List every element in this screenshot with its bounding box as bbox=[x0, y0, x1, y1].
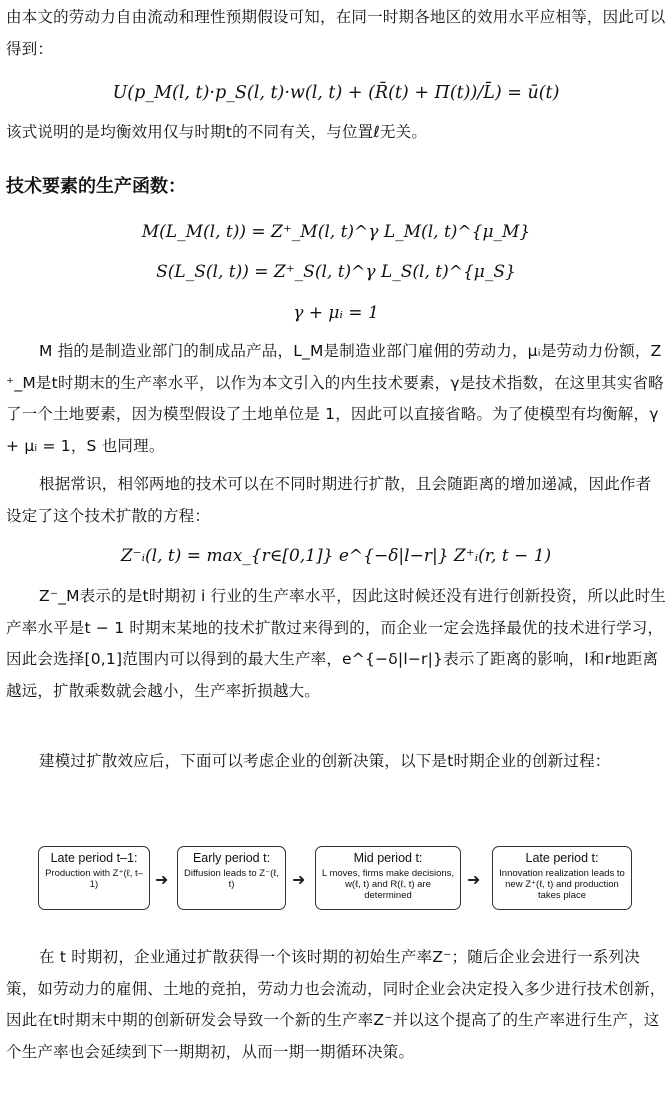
production-equation-s: S(L_S(l, t)) = Z⁺_S(l, t)^γ L_S(l, t)^{μ_S} bbox=[156, 262, 516, 282]
arrow-right-icon: ➜ bbox=[467, 870, 481, 889]
production-equation-m: M(L_M(l, t)) = Z⁺_M(l, t)^γ L_M(l, t)^{μ_M} bbox=[141, 222, 531, 242]
flow-step-body: Diffusion leads to Z⁻(ℓ, t) bbox=[183, 868, 280, 890]
innovation-explanation: 在 t 时期初，企业通过扩散获得一个该时期的初始生产率Z⁻；随后企业会进行一系列决策，如劳动力的雇佣、土地的竞拍，劳动力也会流动，同时企业会决定投入多少进行技术创新，因此在t时期末中期的创新研发会导致一个新的生产率Z⁻并以这个提高了的生产率进行生产，这个生产率也会延续到下一期期初，从而一期一期循环决策。 bbox=[6, 948, 666, 1061]
flow-step-body: Production with Z⁺(ℓ, t–1) bbox=[45, 868, 143, 890]
intro-paragraph: 由本文的劳动力自由流动和理性预期假设可知，在同一时期各地区的效用水平应相等，因此可以得到： bbox=[6, 8, 666, 58]
flow-step-body: L moves, firms make decisions, w(ℓ, t) and R(ℓ, t) are determined bbox=[321, 868, 455, 901]
flow-step-body: Innovation realization leads to new Z⁺(ℓ, t) and production takes place bbox=[499, 868, 625, 901]
arrow-right-icon: ➜ bbox=[155, 870, 169, 889]
utility-equation: U(p_M(l, t)·p_S(l, t)·w(l, t) + (R̄(t) + Π(t))/L̄) = ū(t) bbox=[112, 83, 560, 103]
utility-explanation: 该式说明的是均衡效用仅与时期t的不同有关，与位置ℓ无关。 bbox=[6, 123, 428, 141]
flow-step-title: Late period t–1: bbox=[50, 851, 138, 865]
flow-step-early bbox=[177, 846, 286, 910]
section-heading: 技术要素的生产函数： bbox=[6, 176, 186, 197]
flow-step-title: Early period t: bbox=[192, 851, 271, 865]
diffusion-explanation: Z⁻_M表示的是t时期初 i 行业的生产率水平，因此这时候还没有进行创新投资，所以此时生产率水平是t − 1 时期末某地的技术扩散过来得到的，而企业一定会选择最优的技术进行学习，因此会选择[0,1]范围内可以得到的最大生产率，e^{−δ|l−r|}表示了距离的影响，l和r地距离越远，扩散乘数就会越小，生产率折损越大。 bbox=[6, 587, 666, 700]
diffusion-intro: 根据常识，相邻两地的技术可以在不同时期进行扩散，且会随距离的增加递减，因此作者设定了这个技术扩散的方程： bbox=[6, 475, 652, 525]
innovation-timeline-diagram bbox=[0, 842, 672, 920]
flow-step-title: Mid period t: bbox=[353, 851, 423, 865]
innovation-intro: 建模过扩散效应后，下面可以考虑企业的创新决策，以下是t时期企业的创新过程： bbox=[39, 752, 611, 770]
arrow-right-icon: ➜ bbox=[292, 870, 306, 889]
flow-step-late bbox=[492, 846, 632, 910]
production-explanation: M 指的是制造业部门的制成品产品，L_M是制造业部门雇佣的劳动力，μᵢ是劳动力份额，Z⁺_M是t时期末的生产率水平，以作为本文引入的内生技术要素，γ是技术指数，在这里其实省略了一个土地要素，因为模型假设了土地单位是 1，因此可以直接省略。为了使模型有均衡解，γ + μᵢ = 1，S 也同理。 bbox=[6, 342, 664, 455]
diffusion-equation: Z⁻ᵢ(l, t) = max_{r∈[0,1]} e^{−δ|l−r|} Z⁺ᵢ(r, t − 1) bbox=[120, 546, 552, 566]
flow-step-late-prev bbox=[38, 846, 150, 910]
flow-step-mid bbox=[315, 846, 461, 910]
flow-step-title: Late period t: bbox=[525, 851, 599, 865]
exponent-sum-equation: γ + μᵢ = 1 bbox=[293, 303, 379, 323]
